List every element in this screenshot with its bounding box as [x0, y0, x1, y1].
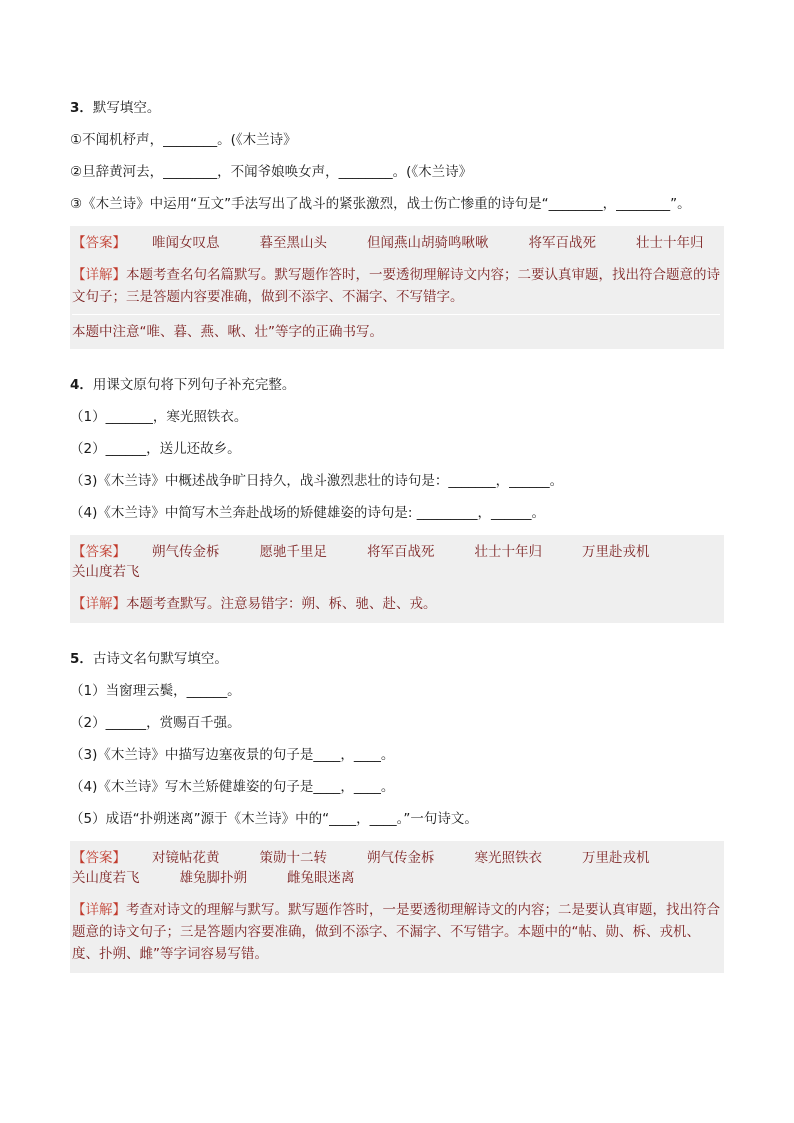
- answer-label: 【答案】: [72, 850, 126, 866]
- document-content: [70, 98, 724, 999]
- question-title: [70, 375, 724, 395]
- question-line: （4)《木兰诗》写木兰矫健雄姿的句子是____，____。: [70, 779, 395, 795]
- answer-row: [72, 843, 720, 893]
- detail-text: 考查对诗文的理解与默写。默写题作答时，一是要透彻理解诗文的内容；二是要认真审题，找出符合题意的诗文句子；三是答题内容要准确，做到不添字、不漏字、不写错字。本题中的“帖、勋、柝、戎机、度、扑朔、雌”等字词容易写错。: [72, 902, 720, 962]
- question-text: 古诗文名句默写填空。: [92, 651, 228, 667]
- question-text: 默写填空。: [92, 100, 161, 116]
- question-line: ③《木兰诗》中运用“互文”手法写出了战斗的紧张激烈，战士伤亡惨重的诗句是“________，________”。: [70, 196, 691, 212]
- question-line: （3)《木兰诗》中概述战争旷日持久，战斗激烈悲壮的诗句是：_______，______。: [70, 473, 564, 489]
- answer-box: [70, 226, 724, 349]
- answer-item: 朔气传金柝: [152, 544, 220, 560]
- question-line: （2）______，送儿还故乡。: [70, 441, 241, 457]
- detail-paragraph: [72, 587, 720, 621]
- question-title: [70, 649, 724, 669]
- answer-item: 雄兔脚扑朔: [179, 870, 247, 886]
- detail-label: 【详解】: [72, 596, 126, 612]
- question-line: ②旦辞黄河去，________，不闻爷娘唤女声，________。(《木兰诗》: [70, 164, 473, 180]
- answer-row: [72, 537, 720, 587]
- answer-item: 朔气传金柝: [367, 850, 435, 866]
- answer-item: 对镜帖花黄: [152, 850, 220, 866]
- answer-label: 【答案】: [72, 544, 126, 560]
- answer-item: 愿驰千里足: [259, 544, 327, 560]
- answer-label: 【答案】: [72, 235, 126, 251]
- extra-note: 本题中注意“唯、暮、燕、啾、壮”等字的正确书写。: [72, 314, 720, 347]
- question-line: （1）_______，寒光照铁衣。: [70, 409, 248, 425]
- answer-item: 将军百战死: [528, 235, 596, 251]
- detail-label: 【详解】: [72, 902, 126, 918]
- question-line: ①不闻机杼声，________。(《木兰诗》: [70, 132, 297, 148]
- answer-item: 将军百战死: [367, 544, 435, 560]
- question-line: （3)《木兰诗》中描写边塞夜景的句子是____，____。: [70, 747, 395, 763]
- answer-row: [72, 228, 720, 258]
- answer-item: 关山度若飞: [72, 564, 140, 580]
- answer-item: 关山度若飞: [72, 870, 140, 886]
- question-line: （4)《木兰诗》中简写木兰奔赴战场的矫健雄姿的诗句是: _________，______。: [70, 505, 545, 521]
- answer-item: 但闻燕山胡骑鸣啾啾: [367, 235, 489, 251]
- detail-label: 【详解】: [72, 267, 126, 283]
- question-line: （2）______，赏赐百千强。: [70, 715, 241, 731]
- answer-item: 唯闻女叹息: [152, 235, 220, 251]
- question-number: 5．: [70, 651, 93, 667]
- answer-item: 万里赴戎机: [582, 544, 650, 560]
- answer-item: 策勋十二转: [259, 850, 327, 866]
- answer-item: 雌兔眼迷离: [287, 870, 355, 886]
- answer-item: 暮至黑山头: [259, 235, 327, 251]
- question-line: （5）成语“扑朔迷离”源于《木兰诗》中的“____，____。”一句诗文。: [70, 811, 478, 827]
- question-text: 用课文原句将下列句子补充完整。: [92, 377, 296, 393]
- question-line: （1）当窗理云鬓，______。: [70, 683, 241, 699]
- answer-box: [70, 841, 724, 973]
- answer-item: 壮士十年归: [474, 544, 542, 560]
- question-3: [70, 98, 724, 349]
- answer-box: [70, 535, 724, 623]
- question-4: [70, 375, 724, 623]
- detail-paragraph: [72, 258, 720, 314]
- question-5: [70, 649, 724, 973]
- detail-paragraph: [72, 893, 720, 971]
- detail-text: 本题考查名句名篇默写。默写题作答时，一要透彻理解诗文内容；二要认真审题，找出符合题意的诗文句子；三是答题内容要准确，做到不添字、不漏字、不写错字。: [72, 267, 720, 305]
- answer-item: 寒光照铁衣: [474, 850, 542, 866]
- question-number: 3．: [70, 100, 93, 116]
- detail-text: 本题考查默写。注意易错字：朔、柝、驰、赴、戎。: [126, 596, 437, 612]
- question-number: 4．: [70, 377, 93, 393]
- question-title: [70, 98, 724, 118]
- answer-item: 壮士十年归: [636, 235, 704, 251]
- answer-item: 万里赴戎机: [582, 850, 650, 866]
